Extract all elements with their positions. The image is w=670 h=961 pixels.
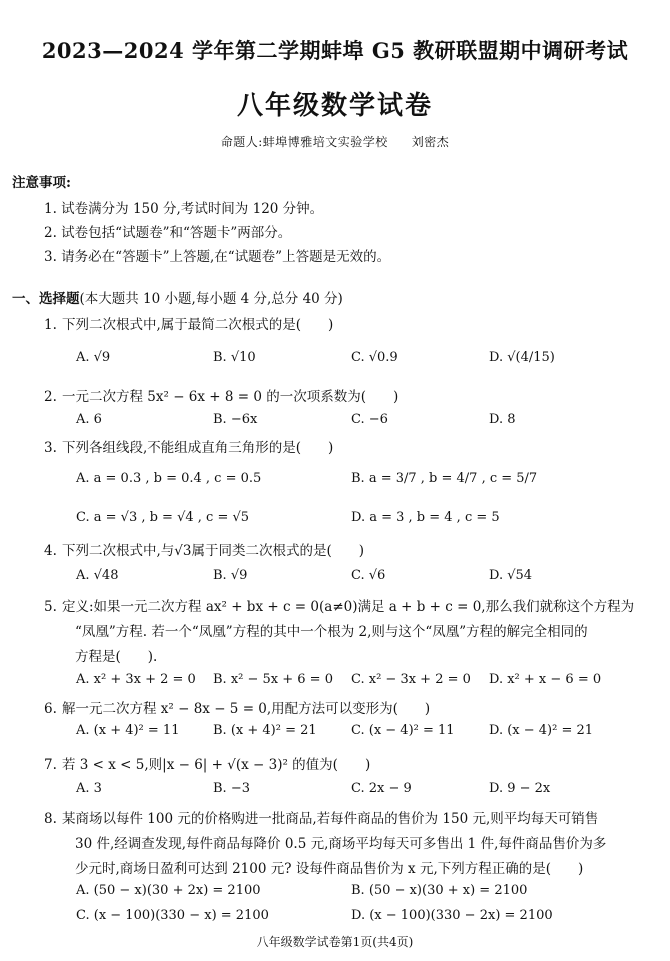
question-6 [44, 697, 430, 717]
option-b: B. √9 [213, 568, 248, 583]
author-name: 刘密杰 [411, 135, 450, 149]
option-b: B. √10 [213, 350, 256, 365]
question-stem: 一元二次方程 5x² − 6x + 8 = 0 的一次项系数为( ) [62, 389, 399, 405]
question-8 [44, 807, 598, 827]
option-b: B. (50 − x)(30 + x) = 2100 [351, 883, 528, 898]
question-number: 6. [44, 701, 57, 717]
question-number: 7. [44, 757, 57, 773]
notes-heading: 注意事项: [12, 175, 71, 191]
section-desc: (本大题共 10 小题,每小题 4 分,总分 40 分) [79, 291, 343, 307]
option-d: D. 9 − 2x [489, 781, 551, 796]
option-b: B. a = 3/7 , b = 4/7 , c = 5/7 [351, 471, 538, 486]
question-stem-continued: 方程是( ). [75, 649, 158, 665]
question-stem: 定义:如果一元二次方程 ax² + bx + c = 0(a≠0)满足 a + b + c = 0,那么我们就称这个方程为 [62, 599, 635, 615]
page-footer: 八年级数学试卷第1页(共4页) [256, 935, 414, 949]
option-c: C. −6 [351, 412, 388, 427]
question-number: 4. [44, 543, 57, 559]
question-stem: 某商场以每件 100 元的价格购进一批商品,若每件商品的售价为 150 元,则平均每天可销售 [62, 811, 599, 827]
question-3 [44, 436, 333, 456]
note-item: 2. 试卷包括“试题卷”和“答题卡”两部分。 [44, 225, 292, 241]
option-b: B. −6x [213, 412, 258, 427]
option-a: A. a = 0.3 , b = 0.4 , c = 0.5 [76, 471, 262, 486]
option-d: D. 8 [489, 412, 516, 427]
author-line [0, 133, 670, 150]
exam-title: 2023—2024 学年第二学期蚌埠 G5 教研联盟期中调研考试 [41, 38, 629, 63]
question-1 [44, 313, 333, 333]
question-number: 5. [44, 599, 57, 615]
option-d: D. √54 [489, 568, 533, 583]
question-stem: 下列二次根式中,与√3属于同类二次根式的是( ) [62, 543, 365, 559]
question-4 [44, 539, 364, 559]
option-d: D. (x − 4)² = 21 [489, 723, 594, 738]
note-item: 1. 试卷满分为 150 分,考试时间为 120 分钟。 [44, 201, 324, 217]
option-d: D. a = 3 , b = 4 , c = 5 [351, 510, 500, 525]
question-stem: 下列二次根式中,属于最简二次根式的是( ) [62, 317, 334, 333]
question-stem-continued: 少元时,商场日盈利可达到 2100 元? 设每件商品售价为 x 元,下列方程正确的是( ) [75, 861, 584, 877]
option-a: A. √9 [76, 350, 111, 365]
question-number: 3. [44, 440, 57, 456]
option-c: C. x² − 3x + 2 = 0 [351, 672, 471, 687]
option-d: D. √(4/15) [489, 350, 555, 365]
option-b: B. (x + 4)² = 21 [213, 723, 317, 738]
option-d: D. x² + x − 6 = 0 [489, 672, 602, 687]
option-c: C. a = √3 , b = √4 , c = √5 [76, 510, 250, 525]
paper-subtitle: 八年级数学试卷 [236, 91, 433, 121]
question-number: 8. [44, 811, 57, 827]
question-stem: 下列各组线段,不能组成直角三角形的是( ) [62, 440, 334, 456]
question-stem: 解一元二次方程 x² − 8x − 5 = 0,用配方法可以变形为( ) [62, 701, 431, 717]
question-5 [44, 595, 634, 615]
question-2 [44, 385, 398, 405]
section-heading [12, 287, 343, 307]
question-stem-continued: “凤凰”方程. 若一个“凤凰”方程的其中一个根为 2,则与这个“凤凰”方程的解完全相同的 [75, 624, 588, 640]
author-label: 命题人:蚌埠博雅培文实验学校 [220, 135, 388, 149]
option-b: B. x² − 5x + 6 = 0 [213, 672, 333, 687]
question-number: 2. [44, 389, 57, 405]
option-c: C. √0.9 [351, 350, 398, 365]
question-number: 1. [44, 317, 57, 333]
option-c: C. (x − 100)(330 − x) = 2100 [76, 908, 269, 923]
option-a: A. 6 [76, 412, 102, 427]
note-item: 3. 请务必在“答题卡”上答题,在“试题卷”上答题是无效的。 [44, 249, 391, 265]
section-title: 一、选择题 [12, 291, 80, 307]
option-c: C. 2x − 9 [351, 781, 412, 796]
option-a: A. (x + 4)² = 11 [76, 723, 180, 738]
question-stem: 若 3 < x < 5,则|x − 6| + √(x − 3)² 的值为( ) [62, 757, 371, 773]
option-b: B. −3 [213, 781, 250, 796]
option-a: A. 3 [76, 781, 102, 796]
option-c: C. √6 [351, 568, 386, 583]
option-a: A. x² + 3x + 2 = 0 [76, 672, 196, 687]
option-c: C. (x − 4)² = 11 [351, 723, 455, 738]
question-stem-continued: 30 件,经调查发现,每件商品每降价 0.5 元,商场平均每天可多售出 1 件,每件商品售价为多 [75, 836, 607, 852]
question-7 [44, 753, 370, 773]
option-d: D. (x − 100)(330 − 2x) = 2100 [351, 908, 553, 923]
option-a: A. √48 [76, 568, 119, 583]
option-a: A. (50 − x)(30 + 2x) = 2100 [76, 883, 261, 898]
